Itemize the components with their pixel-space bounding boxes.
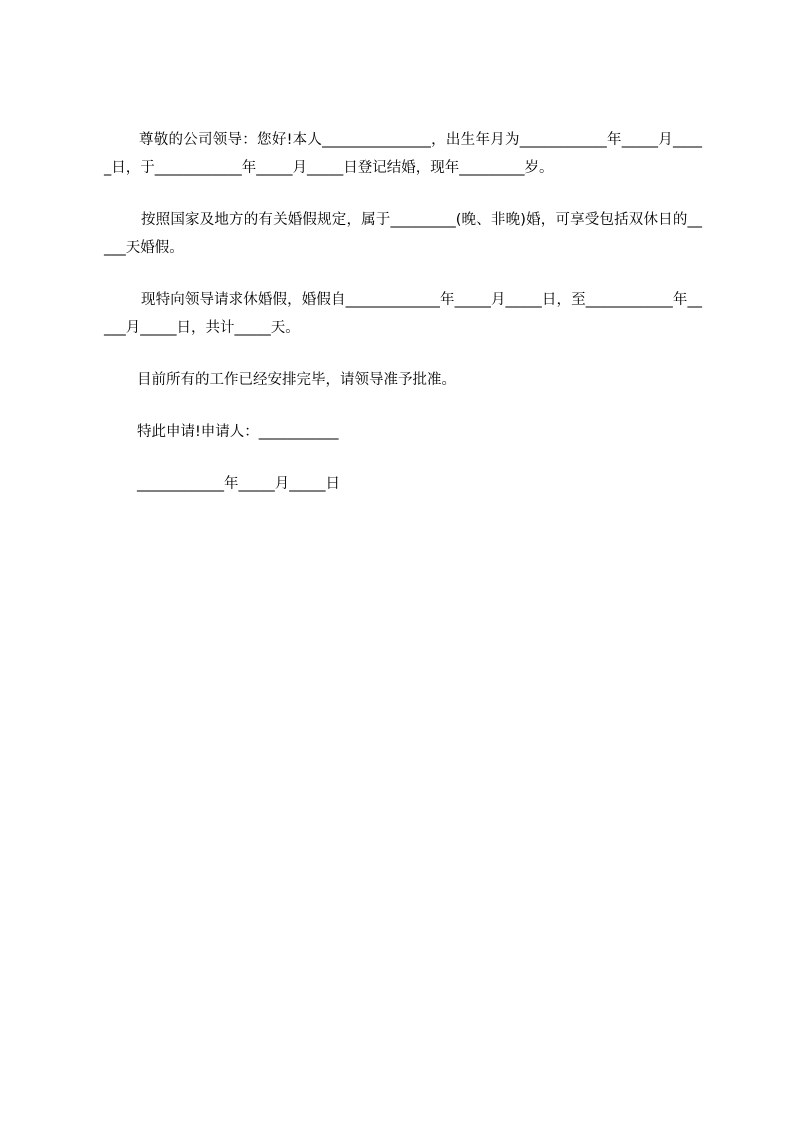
leave-request-period-paragraph: 现特向领导请求休婚假，婚假自_____________年_____月_____日，至____________年_____月_____日，共计_____天。	[104, 292, 702, 336]
marriage-leave-regulation-paragraph: 按照国家及地方的有关婚假规定，属于_________(晚、非晚)婚，可享受包括双休日的_____天婚假。	[104, 212, 702, 256]
greeting-and-personal-info-paragraph: 尊敬的公司领导：您好!本人_______________，出生年月为____________年_____月_____日，于____________年_____月_____日登记结婚，现年_________岁。	[104, 132, 702, 176]
applicant-signature-line: 特此申请!申请人：___________	[137, 424, 339, 440]
leave-application-document	[104, 126, 702, 498]
date-line: ____________年_____月_____日	[137, 476, 340, 492]
work-handover-paragraph: 目前所有的工作已经安排完毕，请领导准予批准。	[137, 372, 456, 388]
